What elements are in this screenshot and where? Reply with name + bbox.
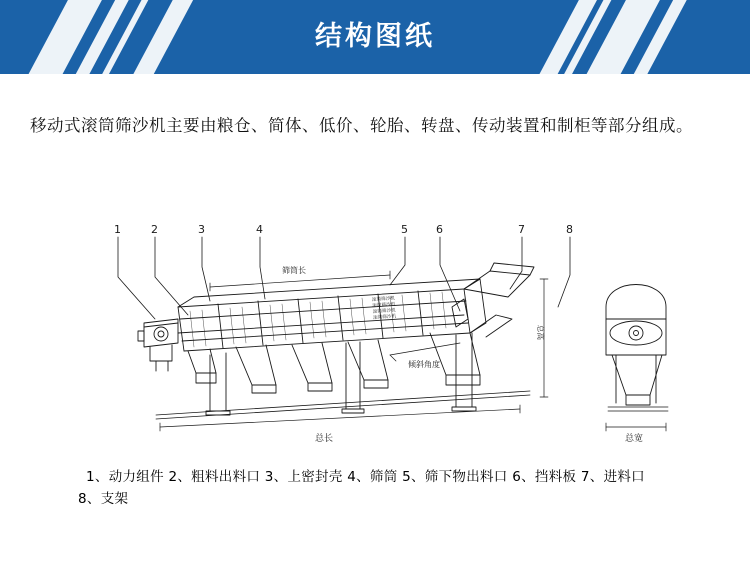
dimension-total-height: 总高 <box>536 325 545 340</box>
nameplate-text-line: 滚筒筛沙机 <box>371 296 396 303</box>
parts-legend-line-2: 8、支架 <box>78 491 129 507</box>
structure-drawing <box>60 215 700 455</box>
nameplate-text-line: 滚筒筛沙机 <box>372 308 396 315</box>
dimension-total-length: 总长 <box>315 434 334 444</box>
dimension-feed-angle: 倾斜角度 <box>408 360 440 369</box>
callout-number-5: 5 <box>401 223 408 236</box>
callout-number-2: 2 <box>151 223 158 236</box>
callout-number-6: 6 <box>436 223 443 236</box>
parts-legend-line-1: 1、动力组件 2、粗料出料口 3、上密封壳 4、筛筒 5、筛下物出料口 6、挡料板 7、进料口 <box>86 469 645 485</box>
callout-number-3: 3 <box>198 223 205 236</box>
page-title: 结构图纸 <box>315 21 435 52</box>
callout-number-4: 4 <box>256 223 263 236</box>
parts-legend <box>78 466 706 510</box>
dimension-drum-length: 筛筒长 <box>282 266 306 275</box>
callout-number-1: 1 <box>114 223 121 236</box>
callout-number-8: 8 <box>566 223 573 236</box>
header-banner <box>0 0 750 74</box>
dimension-total-width: 总宽 <box>625 434 644 444</box>
intro-paragraph: 移动式滚筒筛沙机主要由粮仓、简体、低价、轮胎、转盘、传动装置和制柜等部分组成。 <box>30 116 693 135</box>
nameplate-text-line: 滚筒筛沙机 <box>372 302 396 309</box>
nameplate-text-line: 滚筒筛沙机 <box>373 314 397 321</box>
callout-number-7: 7 <box>518 223 525 236</box>
